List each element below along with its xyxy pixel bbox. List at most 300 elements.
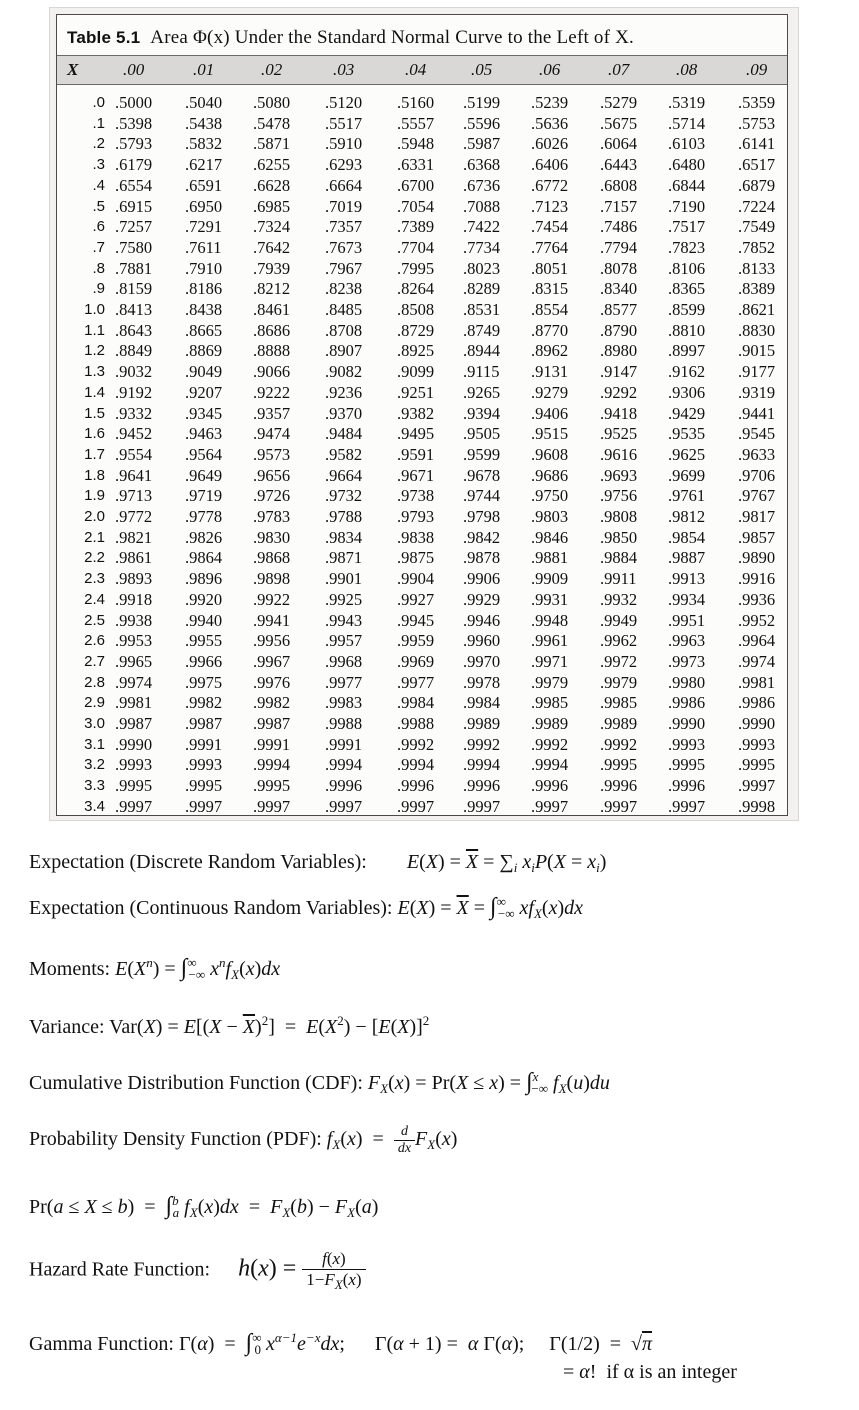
row-z-value: .1 — [92, 114, 105, 132]
table-cell: .9993 — [738, 734, 776, 754]
table-cell: .9997 — [668, 796, 706, 816]
row-z-value: .3 — [92, 156, 105, 174]
table-cell: .9979 — [531, 672, 569, 692]
header-x: X — [67, 60, 79, 79]
table-cell: .5438 — [185, 113, 223, 133]
table-cell: .9699 — [668, 465, 706, 485]
row-z-value: 2.6 — [84, 632, 105, 650]
table-cell: .9993 — [668, 734, 706, 754]
table-cell: .5359 — [738, 93, 776, 112]
table-cell: .6331 — [397, 155, 435, 175]
table-cell: .9972 — [600, 651, 638, 671]
table-cell: .9968 — [325, 651, 363, 671]
table-cell: .8133 — [738, 258, 776, 278]
table-cell: .5000 — [115, 93, 153, 112]
table-cell: .9984 — [463, 693, 501, 713]
table-cell: .9671 — [397, 465, 435, 485]
header-col-1: .01 — [193, 60, 215, 79]
table-cell: .9992 — [397, 734, 435, 754]
table-cell: .5120 — [325, 93, 363, 112]
table-cell: .6517 — [738, 155, 776, 175]
table-cell: .6217 — [185, 155, 223, 175]
table-cell: .7157 — [600, 196, 638, 216]
table-cell: .6255 — [253, 155, 291, 175]
table-cell: .9916 — [738, 569, 776, 589]
table-cell: .8980 — [600, 341, 638, 361]
table-cell: .9996 — [668, 776, 706, 796]
table-cell: .8925 — [397, 341, 435, 361]
table-cell: .9949 — [600, 610, 638, 630]
table-cell: .9633 — [738, 444, 776, 464]
table-cell: .9875 — [397, 548, 435, 568]
table-cell: .9793 — [397, 507, 435, 526]
table-cell: .9887 — [668, 548, 706, 568]
table-cell: .9564 — [185, 444, 223, 464]
table-cell: .9978 — [463, 672, 501, 692]
table-cell: .9591 — [397, 444, 435, 464]
row-z-value: 2.8 — [84, 673, 105, 691]
table-cell: .9992 — [463, 734, 501, 754]
table-cell: .9991 — [325, 734, 363, 754]
table-cell: .9664 — [325, 465, 363, 485]
table-cell: .9599 — [463, 444, 501, 464]
table-cell: .7967 — [325, 258, 363, 278]
table-cell: .9911 — [600, 569, 637, 589]
table-cell: .9767 — [738, 486, 776, 506]
header-col-9: .09 — [746, 60, 768, 79]
table-cell: .7357 — [325, 217, 363, 237]
table-cell: .9987 — [185, 714, 223, 733]
table-cell: .6879 — [738, 175, 776, 195]
table-cell: .8106 — [668, 258, 706, 278]
table-cell: .9925 — [325, 589, 363, 609]
table-cell: .9861 — [115, 548, 153, 568]
table-cell: .8438 — [185, 300, 223, 319]
table-cell: .9975 — [185, 672, 223, 692]
table-cell: .9222 — [253, 382, 291, 402]
row-z-value: 1.3 — [84, 363, 105, 381]
table-cell: .8413 — [115, 300, 153, 319]
table-cell: .9906 — [463, 569, 501, 589]
table-cell: .9904 — [397, 569, 435, 589]
table-cell: .5871 — [253, 134, 291, 154]
table-cell: .9989 — [600, 714, 638, 733]
table-cell: .9678 — [463, 465, 501, 485]
row-z-value: 1.8 — [84, 466, 105, 484]
table-cell: .8365 — [668, 279, 706, 299]
table-cell: .9649 — [185, 465, 223, 485]
table-cell: .9265 — [463, 382, 501, 402]
table-cell: .7995 — [397, 258, 435, 278]
table-cell: .9177 — [738, 362, 776, 382]
table-cell: .5714 — [668, 113, 706, 133]
table-cell: .9857 — [738, 527, 776, 547]
table-cell: .8078 — [600, 258, 638, 278]
table-cell: .8810 — [668, 320, 706, 340]
table-cell: .8749 — [463, 320, 501, 340]
table-header-row — [57, 55, 787, 85]
table-cell: .9641 — [115, 465, 153, 485]
table-cell: .6443 — [600, 155, 638, 175]
table-cell: .8708 — [325, 320, 363, 340]
table-cell: .9936 — [738, 589, 776, 609]
table-cell: .9995 — [253, 776, 291, 796]
row-z-value: .0 — [92, 94, 105, 111]
table-cell: .9131 — [531, 362, 569, 382]
table-cell: .9898 — [253, 569, 291, 589]
formula-hazard-rate: Hazard Rate Function: h(x) = $\frac{f(x)}{1-F_X(x)}$ — [29, 1249, 366, 1293]
table-cell: .9931 — [531, 589, 569, 609]
table-cell: .6293 — [325, 155, 363, 175]
table-cell: .9995 — [115, 776, 153, 796]
table-cell: .9957 — [325, 631, 363, 651]
table-cell: .8340 — [600, 279, 638, 299]
table-cell: .9319 — [738, 382, 776, 402]
table-cell: .9995 — [600, 755, 638, 775]
table-cell: .6664 — [325, 175, 363, 195]
table-cell: .7054 — [397, 196, 435, 216]
table-cell: .9854 — [668, 527, 706, 547]
table-cell: .9726 — [253, 486, 291, 506]
table-cell: .9881 — [531, 548, 569, 568]
row-z-value: .5 — [92, 197, 105, 215]
header-col-2: .02 — [261, 60, 283, 79]
table-cell: .9956 — [253, 631, 291, 651]
table-cell: .9977 — [325, 672, 363, 692]
row-z-value: .7 — [92, 238, 105, 256]
table-cell: .9953 — [115, 631, 153, 651]
table-cell: .7852 — [738, 237, 776, 257]
formula-gamma: Gamma Function: $\Gamma(\alpha) = \int^\infty_0$ $x^{\alpha-1}e^{-x}dx$; Γ(α + 1) = α Γ(α); Γ(1/2) = √π — [29, 1330, 653, 1357]
table-cell: .8554 — [531, 300, 569, 319]
table-cell: .9535 — [668, 424, 706, 444]
table-cell: .8907 — [325, 341, 363, 361]
table-cell: .9738 — [397, 486, 435, 506]
table-cell: .8212 — [253, 279, 291, 299]
table-cell: .9788 — [325, 507, 363, 526]
table-cell: .9996 — [325, 776, 363, 796]
table-cell: .9838 — [397, 527, 435, 547]
table-cell: .9913 — [668, 569, 706, 589]
header-col-8: .08 — [676, 60, 698, 79]
table-cell: .7257 — [115, 217, 153, 237]
table-cell: .6736 — [463, 175, 501, 195]
table-cell: .7088 — [463, 196, 501, 216]
table-cell: .9996 — [600, 776, 638, 796]
table-cell: .9995 — [668, 755, 706, 775]
table-cell: .9991 — [185, 734, 223, 754]
table-cell: .8790 — [600, 320, 638, 340]
table-cell: .9236 — [325, 382, 363, 402]
table-cell: .9988 — [397, 714, 435, 733]
table-cell: .9812 — [668, 507, 706, 526]
row-z-value: 3.1 — [84, 735, 105, 753]
table-cell: .9850 — [600, 527, 638, 547]
row-z-value: 3.0 — [84, 715, 105, 732]
header-col-6: .06 — [539, 60, 561, 79]
table-cell: .5080 — [253, 93, 291, 112]
normal-table — [56, 14, 788, 816]
table-cell: .9515 — [531, 424, 569, 444]
table-cell: .9207 — [185, 382, 223, 402]
table-cell: .9997 — [600, 796, 638, 816]
table-cell: .9826 — [185, 527, 223, 547]
table-cell: .9817 — [738, 507, 776, 526]
table-cell: .8621 — [738, 300, 776, 319]
formula-label: Expectation (Discrete Random Variables): — [29, 851, 367, 873]
table-cell: .6591 — [185, 175, 223, 195]
table-cell: .9394 — [463, 403, 501, 423]
table-cell: .8830 — [738, 320, 776, 340]
table-cell: .9989 — [463, 714, 501, 733]
table-cell: .9147 — [600, 362, 638, 382]
row-z-value: 1.6 — [84, 425, 105, 443]
table-cell: .9744 — [463, 486, 501, 506]
header-col-7: .07 — [608, 60, 630, 79]
table-caption — [67, 27, 634, 49]
table-cell: .9959 — [397, 631, 435, 651]
table-cell: .9994 — [325, 755, 363, 775]
table-cell: .9979 — [600, 672, 638, 692]
table-cell: .7611 — [185, 237, 222, 257]
table-cell: .7794 — [600, 237, 638, 257]
table-cell: .9985 — [531, 693, 569, 713]
formula-moments: Moments: $E(X^n) = \int^\infty_{-\infty}$ $x^nf_X(x)dx$ — [29, 955, 281, 982]
table-cell: .8869 — [185, 341, 223, 361]
table-cell: .9997 — [397, 796, 435, 816]
table-cell: .9996 — [531, 776, 569, 796]
table-cell: .5478 — [253, 113, 291, 133]
table-cell: .6141 — [738, 134, 776, 154]
table-cell: .9890 — [738, 548, 776, 568]
table-cell: .9452 — [115, 424, 153, 444]
table-cell: .8888 — [253, 341, 291, 361]
table-cell: .9981 — [738, 672, 776, 692]
table-cell: .9966 — [185, 651, 223, 671]
table-cell: .9049 — [185, 362, 223, 382]
table-cell: .5398 — [115, 113, 153, 133]
table-cell: .5793 — [115, 134, 153, 154]
table-cell: .9945 — [397, 610, 435, 630]
row-z-value: 2.3 — [84, 570, 105, 588]
table-cell: .9982 — [185, 693, 223, 713]
table-cell: .8531 — [463, 300, 501, 319]
table-cell: .9952 — [738, 610, 776, 630]
table-cell: .9162 — [668, 362, 706, 382]
table-cell: .9997 — [115, 796, 153, 816]
table-cell: .9969 — [397, 651, 435, 671]
formula-label: Hazard Rate Function: — [29, 1258, 211, 1281]
table-cell: .5557 — [397, 113, 435, 133]
table-cell: .8643 — [115, 320, 153, 340]
table-cell: .9495 — [397, 424, 435, 444]
table-cell: .9909 — [531, 569, 569, 589]
table-cell: .9998 — [738, 796, 776, 816]
table-cell: .9985 — [600, 693, 638, 713]
table-cell: .6950 — [185, 196, 223, 216]
table-cell: .9929 — [463, 589, 501, 609]
table-cell: .9983 — [325, 693, 363, 713]
formula-expectation-continuous: Expectation (Continuous Random Variables): $E(X) = \overline{X} = \int^\infty_{-\infty}$ $xf_X(x)dx$ — [29, 894, 584, 921]
table-cell: .7823 — [668, 237, 706, 257]
table-cell: .9834 — [325, 527, 363, 547]
table-cell: .9878 — [463, 548, 501, 568]
table-cell: .9946 — [463, 610, 501, 630]
table-cell: .9625 — [668, 444, 706, 464]
table-cell: .9994 — [531, 755, 569, 775]
table-cell: .9992 — [600, 734, 638, 754]
row-z-value: 2.4 — [84, 590, 105, 608]
table-cell: .9982 — [253, 693, 291, 713]
table-cell: .9554 — [115, 444, 153, 464]
table-cell: .9960 — [463, 631, 501, 651]
table-cell: .9955 — [185, 631, 223, 651]
table-cell: .9996 — [397, 776, 435, 796]
table-cell: .8729 — [397, 320, 435, 340]
row-z-value: 1.0 — [84, 301, 105, 318]
table-cell: .9990 — [115, 734, 153, 754]
table-cell: .5753 — [738, 113, 776, 133]
table-cell: .9977 — [397, 672, 435, 692]
table-cell: .9693 — [600, 465, 638, 485]
table-cell: .9948 — [531, 610, 569, 630]
table-cell: .7734 — [463, 237, 501, 257]
table-cell: .9962 — [600, 631, 638, 651]
table-caption-text: Area Φ(x) Under the Standard Normal Curve to the Left of X. — [150, 27, 634, 48]
table-cell: .9884 — [600, 548, 638, 568]
table-cell: .9082 — [325, 362, 363, 382]
table-cell: .9357 — [253, 403, 291, 423]
table-cell: .9896 — [185, 569, 223, 589]
table-cell: .9798 — [463, 507, 501, 526]
table-cell: .6915 — [115, 196, 153, 216]
table-cell: .5040 — [185, 93, 223, 112]
table-cell: .8186 — [185, 279, 223, 299]
header-col-0: .00 — [123, 60, 145, 79]
table-cell: .5199 — [463, 93, 501, 112]
table-cell: .6844 — [668, 175, 706, 195]
table-cell: .6064 — [600, 134, 638, 154]
table-cell: .7224 — [738, 196, 776, 216]
table-cell: .9803 — [531, 507, 569, 526]
row-z-value: .8 — [92, 259, 105, 277]
table-cell: .8315 — [531, 279, 569, 299]
table-cell: .9920 — [185, 589, 223, 609]
table-cell: .5832 — [185, 134, 223, 154]
table-cell: .9846 — [531, 527, 569, 547]
table-cell: .7123 — [531, 196, 569, 216]
table-cell: .9964 — [738, 631, 776, 651]
formula-label: Expectation (Continuous Random Variables): — [29, 897, 393, 919]
row-z-value: .2 — [92, 135, 105, 153]
table-cell: .9463 — [185, 424, 223, 444]
formula-variance: Variance: $Var(X) = E[(X - \overline{X})^2] = E(X^2) - [E(X)]^2$ — [29, 1013, 430, 1038]
table-cell: .9971 — [531, 651, 569, 671]
table-cell: .7881 — [115, 258, 153, 278]
formula-gamma-integer: = α! if α is an integer — [563, 1361, 737, 1383]
table-cell: .9306 — [668, 382, 706, 402]
row-z-value: 3.3 — [84, 777, 105, 795]
table-cell: .9761 — [668, 486, 706, 506]
table-cell: .7704 — [397, 237, 435, 257]
table-cell: .9986 — [668, 693, 706, 713]
table-cell: .9616 — [600, 444, 638, 464]
table-cell: .9719 — [185, 486, 223, 506]
table-cell: .8508 — [397, 300, 435, 319]
table-cell: .5987 — [463, 134, 501, 154]
table-cell: .9382 — [397, 403, 435, 423]
table-cell: .9991 — [253, 734, 291, 754]
table-cell: .9279 — [531, 382, 569, 402]
table-cell: .6772 — [531, 175, 569, 195]
table-cell: .9842 — [463, 527, 501, 547]
table-cell: .6368 — [463, 155, 501, 175]
table-cell: .9406 — [531, 403, 569, 423]
normal-table-scan — [50, 8, 798, 820]
table-cell: .6103 — [668, 134, 706, 154]
table-cell: .7517 — [668, 217, 706, 237]
table-cell: .9996 — [463, 776, 501, 796]
table-cell: .8389 — [738, 279, 776, 299]
formula-cdf: Cumulative Distribution Function (CDF): $F_X(x) = Pr(X \le x) = \int^x_{-\infty}$ $f_X(u)du$ — [29, 1069, 610, 1096]
table-cell: .9997 — [185, 796, 223, 816]
table-cell: .6480 — [668, 155, 706, 175]
table-cell: .9976 — [253, 672, 291, 692]
row-z-value: 2.1 — [84, 528, 105, 546]
table-cell: .9830 — [253, 527, 291, 547]
row-z-value: 2.5 — [84, 611, 105, 629]
formula-label: Moments: — [29, 958, 111, 980]
table-cell: .9732 — [325, 486, 363, 506]
table-cell: .9192 — [115, 382, 153, 402]
table-cell: .9990 — [738, 714, 776, 733]
table-cell: .8577 — [600, 300, 638, 319]
table-cell: .9997 — [531, 796, 569, 816]
row-z-value: 3.2 — [84, 756, 105, 774]
table-cell: .9987 — [115, 714, 153, 733]
table-cell: .8665 — [185, 320, 223, 340]
table-cell: .8264 — [397, 279, 435, 299]
table-cell: .9973 — [668, 651, 706, 671]
header-col-3: .03 — [333, 60, 355, 79]
table-cell: .9901 — [325, 569, 363, 589]
table-cell: .9994 — [463, 755, 501, 775]
table-cell: .7389 — [397, 217, 435, 237]
table-cell: .8944 — [463, 341, 501, 361]
table-cell: .9864 — [185, 548, 223, 568]
table-cell: .9115 — [463, 362, 500, 382]
table-cell: .5675 — [600, 113, 638, 133]
table-cell: .8849 — [115, 341, 153, 361]
table-cell: .9713 — [115, 486, 153, 506]
table-cell: .8770 — [531, 320, 569, 340]
row-z-value: .6 — [92, 218, 105, 236]
table-cell: .9750 — [531, 486, 569, 506]
table-cell: .9984 — [397, 693, 435, 713]
table-cell: .9997 — [738, 776, 776, 796]
header-col-4: .04 — [405, 60, 427, 79]
table-cell: .6985 — [253, 196, 291, 216]
table-cell: .6554 — [115, 175, 153, 195]
table-cell: .9032 — [115, 362, 153, 382]
table-cell: .8997 — [668, 341, 706, 361]
table-cell: .9986 — [738, 693, 776, 713]
table-cell: .9990 — [668, 714, 706, 733]
table-cell: .9951 — [668, 610, 706, 630]
table-number: Table 5.1 — [67, 28, 141, 47]
formula-label: Variance: — [29, 1016, 105, 1038]
table-cell: .9974 — [738, 651, 776, 671]
